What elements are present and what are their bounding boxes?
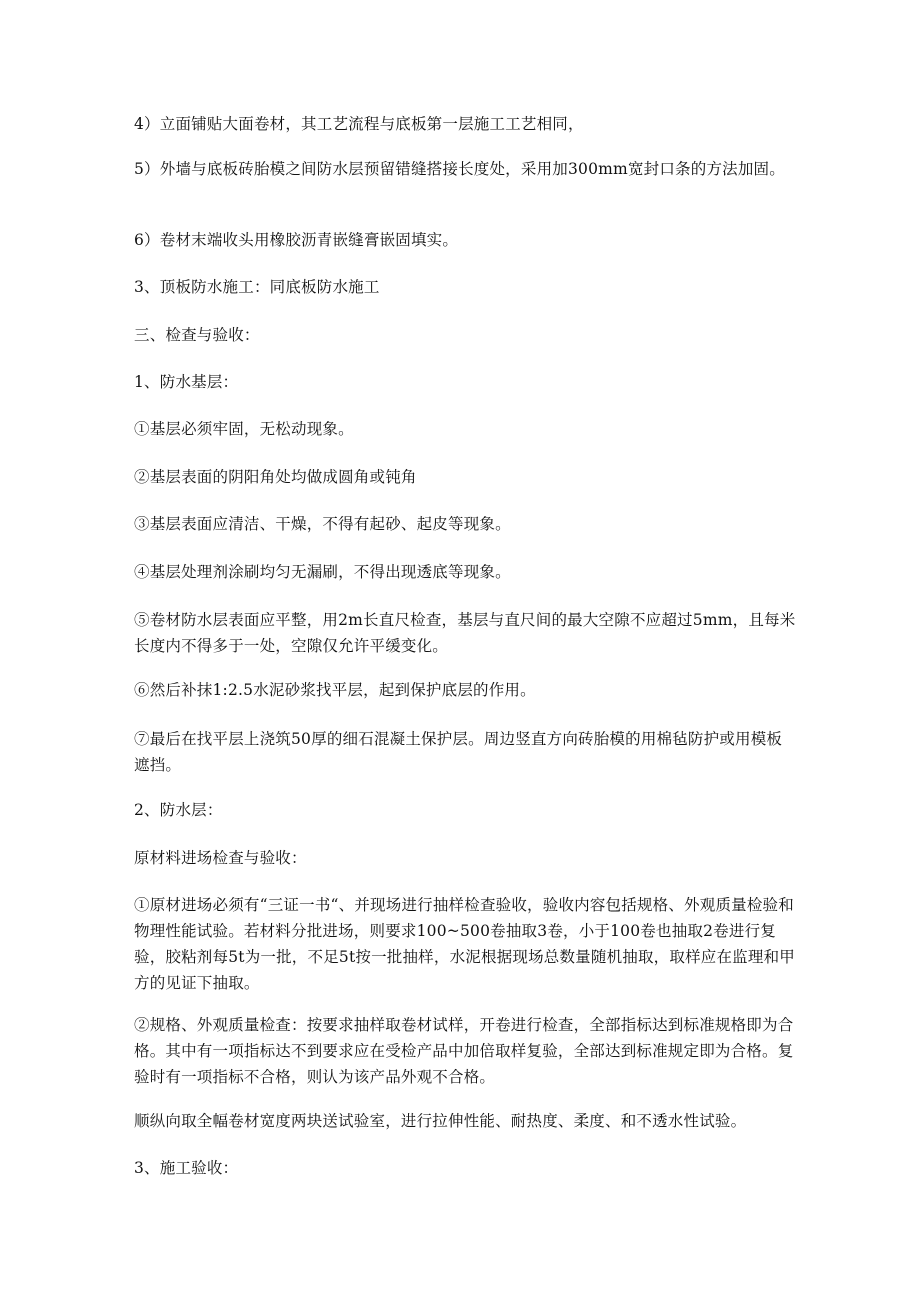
section-heading-inspection: 三、检查与验收： bbox=[134, 326, 260, 344]
sampling-note: 顺纵向取全幅卷材宽度两块送试验室，进行拉伸性能、耐热度、柔度、和不透水性试验。 bbox=[134, 1112, 747, 1130]
base-item-2: ②基层表面的阴阳角处均做成圆角或钝角 bbox=[134, 468, 417, 486]
paragraph-step-4: 4）立面铺贴大面卷材，其工艺流程与底板第一层施工工艺相同， bbox=[134, 115, 584, 133]
heading-roof-waterproofing: 3、顶板防水施工：同底板防水施工 bbox=[134, 278, 380, 296]
base-item-7: ⑦最后在找平层上浇筑50厚的细石混凝土保护层。周边竖直方向砖胎模的用棉毡防护或用模板遮挡。 bbox=[134, 730, 783, 774]
heading-waterproof-layer: 2、防水层： bbox=[134, 801, 223, 819]
material-item-1: ①原材进场必须有“三证一书“、并现场进行抽样检查验收，验收内容包括规格、外观质量检验和物理性能试验。若材料分批进场，则要求100~500卷抽取3卷，小于100卷也抽取2卷进行复验，胶粘剂每5t为一批，不足5t按一批抽样，水泥根据现场总数量随机抽取，取样应在监理和甲方的见证下抽取。 bbox=[134, 896, 795, 992]
base-item-5: ⑤卷材防水层表面应平整，用2m长直尺检查，基层与直尺间的最大空隙不应超过5mm，且每米长度内不得多于一处，空隙仅允许平缓变化。 bbox=[134, 611, 796, 655]
base-item-1: ①基层必须牢固，无松动现象。 bbox=[134, 420, 354, 438]
material-item-2: ②规格、外观质量检查：按要求抽样取卷材试样，开卷进行检查，全部指标达到标准规格即为合格。其中有一项指标达不到要求应在受检产品中加倍取样复验，全部达到标准规定即为合格。复验时有一项指标不合格，则认为该产品外观不合格。 bbox=[134, 1016, 794, 1086]
heading-construction-acceptance: 3、施工验收： bbox=[134, 1159, 239, 1177]
heading-material-inspection: 原材料进场检查与验收： bbox=[134, 849, 307, 867]
base-item-6: ⑥然后补抹1:2.5水泥砂浆找平层，起到保护底层的作用。 bbox=[134, 681, 536, 699]
base-item-4: ④基层处理剂涂刷均匀无漏刷，不得出现透底等现象。 bbox=[134, 563, 511, 581]
base-item-3: ③基层表面应清洁、干燥，不得有起砂、起皮等现象。 bbox=[134, 515, 511, 533]
paragraph-step-5: 5）外墙与底板砖胎模之间防水层预留错缝搭接长度处，采用加300mm宽封口条的方法加固。 bbox=[134, 160, 785, 178]
heading-waterproof-base: 1、防水基层： bbox=[134, 373, 239, 391]
paragraph-step-6: 6）卷材末端收头用橡胶沥青嵌缝膏嵌固填实。 bbox=[134, 231, 459, 249]
